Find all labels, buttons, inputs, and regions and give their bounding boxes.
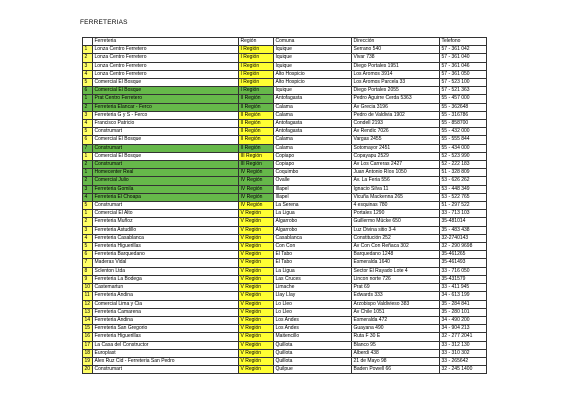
ferreteria-name: Construmart <box>93 366 239 374</box>
region-cell: V Región <box>239 357 274 365</box>
row-number: 1 <box>83 95 93 103</box>
region-cell: II Región <box>239 111 274 119</box>
table-row <box>83 300 487 308</box>
region-cell: V Región <box>239 218 274 226</box>
table-row <box>83 62 487 70</box>
telefono-cell: 55 - 362648 <box>440 103 487 111</box>
comuna-cell: Iquique <box>274 54 352 62</box>
region-cell: V Región <box>239 243 274 251</box>
direccion-cell: Los Aromos 3914 <box>352 70 440 78</box>
telefono-cell: 33 - 713 103 <box>440 210 487 218</box>
ferreteria-name: Construmart <box>93 161 239 169</box>
table-row <box>83 111 487 119</box>
direccion-cell: Vivar 738 <box>352 54 440 62</box>
direccion-cell: Sector El Rayado Lote 4 <box>352 267 440 275</box>
table-row <box>83 259 487 267</box>
direccion-cell: Esmeralda 1640 <box>352 259 440 267</box>
direccion-cell: Guayana 490 <box>352 325 440 333</box>
region-cell: I Región <box>239 70 274 78</box>
table-row <box>83 95 487 103</box>
ferreteria-name: Comercial Julio <box>93 177 239 185</box>
row-number: 11 <box>83 292 93 300</box>
telefono-cell: 57 - 361 042 <box>440 46 487 54</box>
telefono-cell: 52 - 523 990 <box>440 152 487 160</box>
comuna-cell: La Ligua <box>274 267 352 275</box>
telefono-cell: 55 - 858700 <box>440 120 487 128</box>
ferreteria-name: Ferreteria Astudillo <box>93 226 239 234</box>
comuna-cell: Alto Hospicio <box>274 79 352 87</box>
ferreteria-name: Ferreteria Andina <box>93 292 239 300</box>
row-number: 3 <box>83 111 93 119</box>
comuna-cell: El Tabo <box>274 259 352 267</box>
table-row <box>83 226 487 234</box>
ferreteria-name: Maderas Vidal <box>93 259 239 267</box>
ferreteria-name: Homecenter Real <box>93 169 239 177</box>
direccion-cell: Alberdi 438 <box>352 349 440 357</box>
ferreteria-name: Castemartun <box>93 284 239 292</box>
comuna-cell: Algarrobo <box>274 226 352 234</box>
telefono-cell: 33 - 411 945 <box>440 284 487 292</box>
table-row <box>83 120 487 128</box>
row-number: 17 <box>83 341 93 349</box>
header-direccion: Dirección <box>352 38 440 46</box>
comuna-cell: Maitencillo <box>274 333 352 341</box>
comuna-cell: Alto Hospicio <box>274 70 352 78</box>
comuna-cell: Lo Lleo <box>274 300 352 308</box>
comuna-cell: Quillota <box>274 357 352 365</box>
region-cell: V Región <box>239 316 274 324</box>
row-number: 15 <box>83 325 93 333</box>
direccion-cell: Barquedano 1248 <box>352 251 440 259</box>
telefono-cell: 32 - 290 9698 <box>440 243 487 251</box>
table-row <box>83 357 487 365</box>
row-number: 9 <box>83 275 93 283</box>
table-row <box>83 54 487 62</box>
row-number: 18 <box>83 349 93 357</box>
row-number: 16 <box>83 333 93 341</box>
table-row <box>83 308 487 316</box>
telefono-cell: 57 - 521 363 <box>440 87 487 95</box>
comuna-cell: Copiapo <box>274 152 352 160</box>
ferreteria-name: Ferreteria Higuerillas <box>93 333 239 341</box>
comuna-cell: Casablanca <box>274 234 352 242</box>
direccion-cell: Pedro Aguirre Cerda 5363 <box>352 95 440 103</box>
row-number: 4 <box>83 70 93 78</box>
telefono-cell: 51 - 297 522 <box>440 202 487 210</box>
direccion-cell: Pedro de Valdivia 1902 <box>352 111 440 119</box>
ferreteria-name: Ferreteria Camarena <box>93 308 239 316</box>
telefono-cell: 33 - 310 302 <box>440 349 487 357</box>
telefono-cell: 34 - 613 199 <box>440 292 487 300</box>
table-row <box>83 136 487 144</box>
telefono-cell: 53 - 522 765 <box>440 193 487 201</box>
comuna-cell: Antofagasta <box>274 120 352 128</box>
table-row <box>83 292 487 300</box>
row-number: 19 <box>83 357 93 365</box>
ferreteria-name: Construmart <box>93 144 239 152</box>
row-number: 5 <box>83 202 93 210</box>
direccion-cell: Vicuña Mackenna 265 <box>352 193 440 201</box>
table-row <box>83 341 487 349</box>
comuna-cell: Quillota <box>274 349 352 357</box>
region-cell: V Región <box>239 333 274 341</box>
region-cell: I Región <box>239 46 274 54</box>
header-num <box>83 38 93 46</box>
row-number: 1 <box>83 169 93 177</box>
table-row <box>83 46 487 54</box>
region-cell: I Región <box>239 62 274 70</box>
row-number: 5 <box>83 79 93 87</box>
comuna-cell: Ovalle <box>274 177 352 185</box>
ferreteria-name: Alex Ruz Cid - Ferreteria San Pedro <box>93 357 239 365</box>
row-number: 1 <box>83 210 93 218</box>
row-number: 2 <box>83 218 93 226</box>
comuna-cell: Las Cruces <box>274 275 352 283</box>
region-cell: V Región <box>239 226 274 234</box>
region-cell: I Región <box>239 79 274 87</box>
telefono-cell: 35 - 284 841 <box>440 300 487 308</box>
ferreteria-name: Lonza Centro Ferretero <box>93 62 239 70</box>
region-cell: IV Región <box>239 202 274 210</box>
ferreteria-name: Prat Centro Ferretero <box>93 95 239 103</box>
region-cell: V Región <box>239 284 274 292</box>
region-cell: II Región <box>239 136 274 144</box>
row-number: 3 <box>83 185 93 193</box>
direccion-cell: Av. La Feria 556 <box>352 177 440 185</box>
row-number: 14 <box>83 316 93 324</box>
table-row <box>83 103 487 111</box>
row-number: 1 <box>83 152 93 160</box>
direccion-cell: Sotomayor 2451 <box>352 144 440 152</box>
region-cell: V Región <box>239 325 274 333</box>
direccion-cell: Condell 2193 <box>352 120 440 128</box>
table-row <box>83 267 487 275</box>
row-number: 13 <box>83 308 93 316</box>
ferreteria-name: Ferreteria San Gregorio <box>93 325 239 333</box>
table-row <box>83 284 487 292</box>
ferreteria-name: Lonza Centro Ferretero <box>93 70 239 78</box>
comuna-cell: La Serena <box>274 202 352 210</box>
telefono-cell: 32 - 245 1400 <box>440 366 487 374</box>
direccion-cell: Baden Powell 66 <box>352 366 440 374</box>
header-region: Región <box>239 38 274 46</box>
comuna-cell: Con Con <box>274 243 352 251</box>
comuna-cell: Iquique <box>274 62 352 70</box>
region-cell: V Región <box>239 366 274 374</box>
row-number: 8 <box>83 267 93 275</box>
telefono-cell: 55 - 555 844 <box>440 136 487 144</box>
comuna-cell: Antofagasta <box>274 95 352 103</box>
row-number: 2 <box>83 54 93 62</box>
ferreteria-name: Construmart <box>93 128 239 136</box>
row-number: 12 <box>83 300 93 308</box>
row-number: 2 <box>83 103 93 111</box>
telefono-cell: 35-461493 <box>440 259 487 267</box>
comuna-cell: Calama <box>274 136 352 144</box>
table-body <box>83 46 487 374</box>
ferreterias-table <box>82 37 487 374</box>
telefono-cell: 33 - 716 050 <box>440 267 487 275</box>
direccion-cell: Vargas 2455 <box>352 136 440 144</box>
telefono-cell: 35 - 280 101 <box>440 308 487 316</box>
telefono-cell: 32 - 277 2041 <box>440 333 487 341</box>
direccion-cell: Serrano 540 <box>352 46 440 54</box>
table-row <box>83 128 487 136</box>
ferreteria-name: Ferreteria Elancar - Ferco <box>93 103 239 111</box>
ferreteria-name: Comercial El Bosque <box>93 152 239 160</box>
row-number: 2 <box>83 177 93 185</box>
table-row <box>83 316 487 324</box>
ferreteria-name: Ferreteria Andina <box>93 316 239 324</box>
region-cell: II Región <box>239 103 274 111</box>
table-row <box>83 70 487 78</box>
direccion-cell: Diego Portales 2055 <box>352 87 440 95</box>
comuna-cell: Quillota <box>274 341 352 349</box>
row-number: 6 <box>83 251 93 259</box>
table-row <box>83 333 487 341</box>
row-number: 3 <box>83 62 93 70</box>
table-row <box>83 349 487 357</box>
direccion-cell: Ruta F 30 E <box>352 333 440 341</box>
comuna-cell: Los Andes <box>274 316 352 324</box>
comuna-cell: Llay Llay <box>274 292 352 300</box>
row-number: 3 <box>83 226 93 234</box>
region-cell: I Región <box>239 54 274 62</box>
comuna-cell: Iquique <box>274 46 352 54</box>
direccion-cell: Luz Divina sitio 3-4 <box>352 226 440 234</box>
direccion-cell: Lincon norte 726 <box>352 275 440 283</box>
row-number: 6 <box>83 87 93 95</box>
ferreteria-name: Ferreteria G y S - Ferco <box>93 111 239 119</box>
table-row <box>83 177 487 185</box>
telefono-cell: 35-481014 <box>440 218 487 226</box>
table-row <box>83 144 487 152</box>
direccion-cell: Guillermo Mücke 650 <box>352 218 440 226</box>
region-cell: III Región <box>239 152 274 160</box>
table-row <box>83 210 487 218</box>
table-header-row <box>83 38 487 46</box>
region-cell: II Región <box>239 120 274 128</box>
direccion-cell: Av Los Carreras 2427 <box>352 161 440 169</box>
comuna-cell: Copiapo <box>274 161 352 169</box>
telefono-cell: 35-431579 <box>440 275 487 283</box>
ferreteria-name: Sclenton Ltda <box>93 267 239 275</box>
telefono-cell: 53 - 448 349 <box>440 185 487 193</box>
ferreteria-name: Ferreteria Barquedano <box>93 251 239 259</box>
ferreteria-name: Ferreteria Higuerillas <box>93 243 239 251</box>
table-row <box>83 169 487 177</box>
comuna-cell: La Ligua <box>274 210 352 218</box>
direccion-cell: Av Grecia 3196 <box>352 103 440 111</box>
region-cell: V Región <box>239 300 274 308</box>
ferreteria-name: La Casa del Constructor <box>93 341 239 349</box>
comuna-cell: Illapel <box>274 193 352 201</box>
table-row <box>83 275 487 283</box>
region-cell: IV Región <box>239 169 274 177</box>
telefono-cell: 35 - 483 438 <box>440 226 487 234</box>
ferreteria-name: Ferreteria Muñoz <box>93 218 239 226</box>
direccion-cell: Diego Portales 1951 <box>352 62 440 70</box>
table-row <box>83 152 487 160</box>
direccion-cell: Juan Antonio Ríos 1050 <box>352 169 440 177</box>
ferreteria-name: Francisco Patricio <box>93 120 239 128</box>
region-cell: V Región <box>239 234 274 242</box>
direccion-cell: Edwards 333 <box>352 292 440 300</box>
direccion-cell: 21 de Mayo 98 <box>352 357 440 365</box>
comuna-cell: Los Andes <box>274 325 352 333</box>
region-cell: IV Región <box>239 193 274 201</box>
region-cell: V Región <box>239 308 274 316</box>
row-number: 10 <box>83 284 93 292</box>
row-number: 5 <box>83 243 93 251</box>
direccion-cell: Esmeralda 472 <box>352 316 440 324</box>
region-cell: V Región <box>239 259 274 267</box>
comuna-cell: Limache <box>274 284 352 292</box>
comuna-cell: Lo Lleo <box>274 308 352 316</box>
telefono-cell: 35-461265 <box>440 251 487 259</box>
table-row <box>83 218 487 226</box>
header-telefono: Telefono <box>440 38 487 46</box>
comuna-cell: Calama <box>274 111 352 119</box>
ferreteria-name: Ferreteria Casablanca <box>93 234 239 242</box>
direccion-cell: Constitución 252 <box>352 234 440 242</box>
direccion-cell: Ignacio Silva 11 <box>352 185 440 193</box>
telefono-cell: 34 - 904 213 <box>440 325 487 333</box>
region-cell: II Región <box>239 128 274 136</box>
table-row <box>83 243 487 251</box>
direccion-cell: Los Aromos Parcela 33 <box>352 79 440 87</box>
telefono-cell: 55 - 434 000 <box>440 144 487 152</box>
telefono-cell: 52 - 222 183 <box>440 161 487 169</box>
table-row <box>83 366 487 374</box>
telefono-cell: 55 - 432 000 <box>440 128 487 136</box>
region-cell: V Región <box>239 275 274 283</box>
region-cell: IV Región <box>239 177 274 185</box>
table-row <box>83 325 487 333</box>
telefono-cell: 34 - 490 200 <box>440 316 487 324</box>
table-row <box>83 185 487 193</box>
comuna-cell: Algarrobo <box>274 218 352 226</box>
telefono-cell: 57 - 361 050 <box>440 70 487 78</box>
row-number: 5 <box>83 128 93 136</box>
table-row <box>83 202 487 210</box>
comuna-cell: Coquimbo <box>274 169 352 177</box>
ferreteria-name: Europlast <box>93 349 239 357</box>
ferreteria-name: Ferreteria La Bodega <box>93 275 239 283</box>
region-cell: II Región <box>239 144 274 152</box>
comuna-cell: El Tabo <box>274 251 352 259</box>
direccion-cell: 4 esquinas 780 <box>352 202 440 210</box>
direccion-cell: Av Con Con Reñaca 302 <box>352 243 440 251</box>
direccion-cell: Av Chile 1051 <box>352 308 440 316</box>
table-row <box>83 234 487 242</box>
telefono-cell: 57 - 523 100 <box>440 79 487 87</box>
table-row <box>83 87 487 95</box>
region-cell: III Región <box>239 161 274 169</box>
ferreteria-name: Comercial El Bosque <box>93 136 239 144</box>
telefono-cell: 55 - 457 000 <box>440 95 487 103</box>
row-number: 4 <box>83 120 93 128</box>
comuna-cell: Calama <box>274 103 352 111</box>
direccion-cell: Arzobispo Valdivieso 383 <box>352 300 440 308</box>
telefono-cell: 57 - 361 040 <box>440 54 487 62</box>
row-number: 7 <box>83 144 93 152</box>
header-ferreteria: Ferreteria <box>93 38 239 46</box>
region-cell: II Región <box>239 95 274 103</box>
row-number: 1 <box>83 46 93 54</box>
ferreteria-name: Comercial El Alto <box>93 210 239 218</box>
ferreteria-name: Comercial El Bosque <box>93 79 239 87</box>
region-cell: V Región <box>239 341 274 349</box>
telefono-cell: 55 - 316786 <box>440 111 487 119</box>
direccion-cell: Av Rendic 7026 <box>352 128 440 136</box>
table-row <box>83 193 487 201</box>
telefono-cell: 51 - 328 809 <box>440 169 487 177</box>
region-cell: V Región <box>239 267 274 275</box>
table-row <box>83 161 487 169</box>
table-row <box>83 251 487 259</box>
row-number: 7 <box>83 259 93 267</box>
ferreteria-name: Ferreteria El Choapa <box>93 193 239 201</box>
comuna-cell: Illapel <box>274 185 352 193</box>
row-number: 6 <box>83 136 93 144</box>
row-number: 20 <box>83 366 93 374</box>
comuna-cell: Antofagasta <box>274 128 352 136</box>
row-number: 4 <box>83 193 93 201</box>
region-cell: V Región <box>239 251 274 259</box>
ferreteria-name: Comercial Lima y Cia <box>93 300 239 308</box>
table-row <box>83 79 487 87</box>
row-number: 2 <box>83 161 93 169</box>
comuna-cell: Calama <box>274 144 352 152</box>
region-cell: V Región <box>239 292 274 300</box>
header-comuna: Comuna <box>274 38 352 46</box>
direccion-cell: Blanco 95 <box>352 341 440 349</box>
region-cell: IV Región <box>239 185 274 193</box>
region-cell: I Región <box>239 87 274 95</box>
telefono-cell: 33 - 265642 <box>440 357 487 365</box>
ferreteria-name: Ferreteria Gomila <box>93 185 239 193</box>
comuna-cell: Iquique <box>274 87 352 95</box>
ferreteria-name: Construmart <box>93 202 239 210</box>
comuna-cell: Quilpue <box>274 366 352 374</box>
region-cell: V Región <box>239 210 274 218</box>
ferreteria-name: Lonza Centro Ferretero <box>93 54 239 62</box>
telefono-cell: 53 - 626 262 <box>440 177 487 185</box>
telefono-cell: 32-2740143 <box>440 234 487 242</box>
document-title: FERRETERIAS <box>80 19 128 26</box>
row-number: 4 <box>83 234 93 242</box>
direccion-cell: Prat 69 <box>352 284 440 292</box>
direccion-cell: Copayapu 2529 <box>352 152 440 160</box>
ferreteria-name: Lonza Centro Ferretero <box>93 46 239 54</box>
region-cell: V Región <box>239 349 274 357</box>
telefono-cell: 33 - 312 130 <box>440 341 487 349</box>
direccion-cell: Portales 1290 <box>352 210 440 218</box>
telefono-cell: 57 - 361 046 <box>440 62 487 70</box>
ferreteria-name: Comercial El Bosque <box>93 87 239 95</box>
